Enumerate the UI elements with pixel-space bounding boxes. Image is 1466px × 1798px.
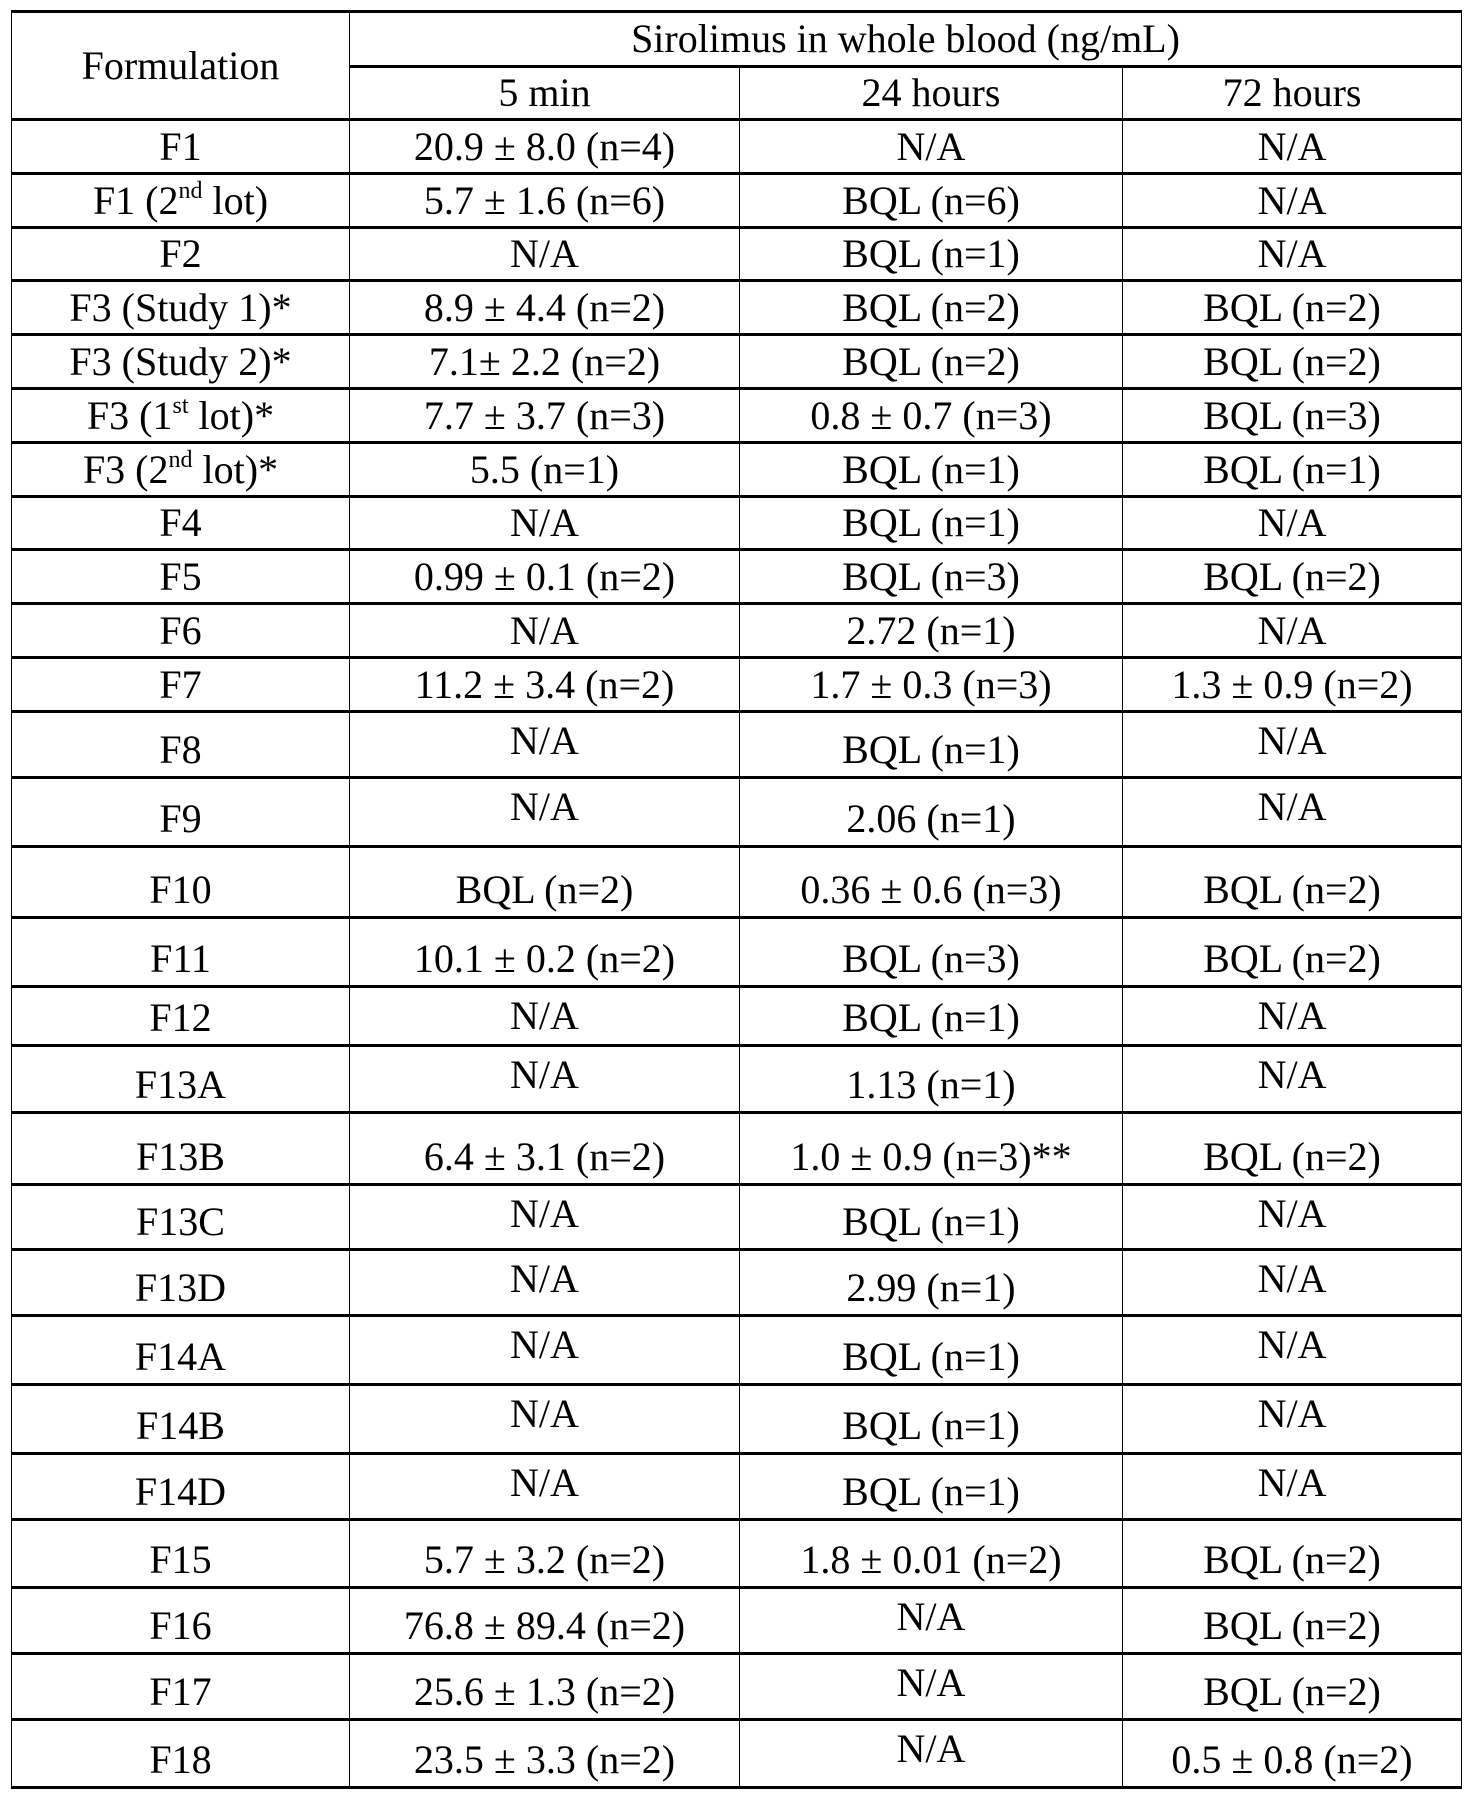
value-72h: BQL (n=2)	[1123, 550, 1462, 604]
formulation-pre: F17	[149, 1669, 211, 1714]
value-72h: N/A	[1123, 120, 1462, 174]
value-5min: N/A	[350, 228, 740, 281]
formulation-pre: F8	[159, 727, 201, 772]
value-24h: BQL (n=6)	[740, 174, 1123, 228]
value-5min: BQL (n=2)	[350, 847, 740, 918]
value-24h: 1.13 (n=1)	[740, 1046, 1123, 1113]
value-24h: 1.8 ± 0.01 (n=2)	[740, 1520, 1123, 1588]
formulation-pre: F13C	[136, 1199, 225, 1244]
table-row	[12, 1588, 1462, 1654]
value-5min: 20.9 ± 8.0 (n=4)	[350, 120, 740, 174]
value-24h: BQL (n=3)	[740, 550, 1123, 604]
formulation-pre: F10	[149, 867, 211, 912]
formulation-pre: F5	[159, 554, 201, 599]
value-24h: 2.06 (n=1)	[740, 778, 1123, 847]
value-72h: N/A	[1123, 604, 1462, 658]
value-5min: 76.8 ± 89.4 (n=2)	[350, 1588, 740, 1654]
value-5min: 7.7 ± 3.7 (n=3)	[350, 389, 740, 443]
table-row	[12, 443, 1462, 497]
value-24h: N/A	[740, 1654, 1123, 1720]
table-row	[12, 1316, 1462, 1385]
formulation-pre: F13B	[136, 1134, 225, 1179]
formulation-cell	[12, 604, 350, 658]
formulation-cell	[12, 1720, 350, 1788]
formulation-pre: F3 (Study 2)*	[69, 339, 291, 384]
value-72h: N/A	[1123, 174, 1462, 228]
formulation-pre: F14A	[135, 1334, 226, 1379]
value-72h: N/A	[1123, 1250, 1462, 1316]
value-72h: BQL (n=2)	[1123, 1113, 1462, 1185]
value-72h: N/A	[1123, 1046, 1462, 1113]
formulation-post: lot)	[203, 178, 269, 223]
header-5min: 5 min	[350, 67, 740, 120]
value-72h: N/A	[1123, 778, 1462, 847]
value-72h: BQL (n=2)	[1123, 847, 1462, 918]
formulation-pre: F3 (Study 1)*	[69, 285, 291, 330]
header-formulation: Formulation	[12, 12, 350, 120]
value-24h: 0.8 ± 0.7 (n=3)	[740, 389, 1123, 443]
formulation-post: lot)*	[193, 447, 279, 492]
formulation-sup: nd	[179, 178, 203, 204]
formulation-cell	[12, 1654, 350, 1720]
formulation-pre: F13A	[135, 1062, 226, 1107]
formulation-pre: F3 (2	[83, 447, 169, 492]
value-24h: N/A	[740, 1588, 1123, 1654]
value-5min: 5.7 ± 1.6 (n=6)	[350, 174, 740, 228]
value-5min: N/A	[350, 1454, 740, 1520]
value-72h: BQL (n=2)	[1123, 1588, 1462, 1654]
formulation-cell	[12, 1250, 350, 1316]
value-24h: 1.0 ± 0.9 (n=3)**	[740, 1113, 1123, 1185]
value-5min: 7.1± 2.2 (n=2)	[350, 335, 740, 389]
value-72h: N/A	[1123, 987, 1462, 1046]
value-5min: 0.99 ± 0.1 (n=2)	[350, 550, 740, 604]
table-row	[12, 550, 1462, 604]
value-72h: N/A	[1123, 1385, 1462, 1454]
table-row	[12, 1720, 1462, 1788]
table-row	[12, 1185, 1462, 1250]
table-row	[12, 335, 1462, 389]
table-row	[12, 987, 1462, 1046]
value-72h: 0.5 ± 0.8 (n=2)	[1123, 1720, 1462, 1788]
formulation-sup: nd	[169, 447, 193, 473]
table-row	[12, 174, 1462, 228]
value-24h: BQL (n=1)	[740, 1454, 1123, 1520]
formulation-pre: F6	[159, 608, 201, 653]
value-24h: 1.7 ± 0.3 (n=3)	[740, 658, 1123, 712]
formulation-cell	[12, 918, 350, 987]
value-5min: N/A	[350, 778, 740, 847]
formulation-cell	[12, 847, 350, 918]
value-24h: 2.72 (n=1)	[740, 604, 1123, 658]
formulation-pre: F14B	[136, 1403, 225, 1448]
value-24h: BQL (n=2)	[740, 281, 1123, 335]
formulation-cell	[12, 1520, 350, 1588]
formulation-cell	[12, 550, 350, 604]
formulation-cell	[12, 1113, 350, 1185]
formulation-cell	[12, 1046, 350, 1113]
table-row	[12, 497, 1462, 550]
value-5min: 5.7 ± 3.2 (n=2)	[350, 1520, 740, 1588]
value-5min: 8.9 ± 4.4 (n=2)	[350, 281, 740, 335]
value-72h: N/A	[1123, 1185, 1462, 1250]
header-group: Sirolimus in whole blood (ng/mL)	[350, 12, 1462, 67]
value-5min: N/A	[350, 1385, 740, 1454]
table-row	[12, 1385, 1462, 1454]
formulation-pre: F16	[149, 1603, 211, 1648]
table-row	[12, 658, 1462, 712]
table-row	[12, 281, 1462, 335]
value-24h: BQL (n=1)	[740, 987, 1123, 1046]
value-72h: BQL (n=2)	[1123, 918, 1462, 987]
formulation-cell	[12, 712, 350, 778]
value-24h: 2.99 (n=1)	[740, 1250, 1123, 1316]
value-72h: N/A	[1123, 228, 1462, 281]
table-row	[12, 1520, 1462, 1588]
value-5min: N/A	[350, 604, 740, 658]
formulation-cell	[12, 281, 350, 335]
value-72h: N/A	[1123, 712, 1462, 778]
value-5min: N/A	[350, 987, 740, 1046]
value-72h: BQL (n=1)	[1123, 443, 1462, 497]
formulation-pre: F13D	[135, 1265, 226, 1310]
formulation-cell	[12, 1185, 350, 1250]
value-5min: 23.5 ± 3.3 (n=2)	[350, 1720, 740, 1788]
table-row	[12, 712, 1462, 778]
value-5min: 5.5 (n=1)	[350, 443, 740, 497]
formulation-cell	[12, 1454, 350, 1520]
formulation-cell	[12, 335, 350, 389]
value-24h: BQL (n=2)	[740, 335, 1123, 389]
value-24h: BQL (n=1)	[740, 443, 1123, 497]
formulation-pre: F1 (2	[93, 178, 179, 223]
formulation-cell	[12, 1316, 350, 1385]
value-5min: N/A	[350, 1316, 740, 1385]
value-72h: BQL (n=3)	[1123, 389, 1462, 443]
table-row	[12, 1250, 1462, 1316]
value-24h: BQL (n=1)	[740, 1385, 1123, 1454]
formulation-cell	[12, 1588, 350, 1654]
formulation-pre: F7	[159, 662, 201, 707]
formulation-pre: F4	[159, 500, 201, 545]
value-72h: BQL (n=2)	[1123, 281, 1462, 335]
value-24h: BQL (n=1)	[740, 712, 1123, 778]
value-5min: N/A	[350, 1250, 740, 1316]
value-72h: 1.3 ± 0.9 (n=2)	[1123, 658, 1462, 712]
value-24h: BQL (n=1)	[740, 228, 1123, 281]
table-row	[12, 228, 1462, 281]
table-row	[12, 389, 1462, 443]
value-24h: BQL (n=1)	[740, 1316, 1123, 1385]
table-row	[12, 1654, 1462, 1720]
value-72h: N/A	[1123, 1454, 1462, 1520]
value-24h: BQL (n=1)	[740, 497, 1123, 550]
value-72h: N/A	[1123, 497, 1462, 550]
table-body	[12, 120, 1462, 1788]
formulation-cell	[12, 1385, 350, 1454]
sirolimus-table	[11, 10, 1462, 1789]
table-row	[12, 1113, 1462, 1185]
formulation-sup: st	[173, 393, 189, 419]
header-24h: 24 hours	[740, 67, 1123, 120]
value-5min: N/A	[350, 712, 740, 778]
formulation-pre: F12	[149, 995, 211, 1040]
formulation-pre: F14D	[135, 1469, 226, 1514]
table-row	[12, 847, 1462, 918]
formulation-pre: F9	[159, 796, 201, 841]
value-5min: N/A	[350, 1046, 740, 1113]
formulation-pre: F3 (1	[87, 393, 173, 438]
value-72h: N/A	[1123, 1316, 1462, 1385]
formulation-cell	[12, 120, 350, 174]
formulation-pre: F18	[149, 1737, 211, 1782]
value-24h: BQL (n=1)	[740, 1185, 1123, 1250]
formulation-cell	[12, 174, 350, 228]
value-72h: BQL (n=2)	[1123, 1654, 1462, 1720]
value-72h: BQL (n=2)	[1123, 1520, 1462, 1588]
formulation-pre: F2	[159, 231, 201, 276]
value-5min: 10.1 ± 0.2 (n=2)	[350, 918, 740, 987]
table-row	[12, 918, 1462, 987]
formulation-pre: F11	[150, 936, 211, 981]
value-24h: 0.36 ± 0.6 (n=3)	[740, 847, 1123, 918]
formulation-pre: F15	[149, 1537, 211, 1582]
value-5min: 11.2 ± 3.4 (n=2)	[350, 658, 740, 712]
formulation-cell	[12, 987, 350, 1046]
table-row	[12, 778, 1462, 847]
formulation-cell	[12, 389, 350, 443]
value-72h: BQL (n=2)	[1123, 335, 1462, 389]
value-5min: 25.6 ± 1.3 (n=2)	[350, 1654, 740, 1720]
formulation-cell	[12, 228, 350, 281]
value-24h: BQL (n=3)	[740, 918, 1123, 987]
table-row	[12, 120, 1462, 174]
formulation-pre: F1	[159, 124, 201, 169]
value-24h: N/A	[740, 1720, 1123, 1788]
table-row	[12, 1046, 1462, 1113]
formulation-cell	[12, 658, 350, 712]
formulation-cell	[12, 497, 350, 550]
header-72h: 72 hours	[1123, 67, 1462, 120]
formulation-cell	[12, 778, 350, 847]
value-24h: N/A	[740, 120, 1123, 174]
table-row	[12, 1454, 1462, 1520]
formulation-cell	[12, 443, 350, 497]
value-5min: 6.4 ± 3.1 (n=2)	[350, 1113, 740, 1185]
value-5min: N/A	[350, 497, 740, 550]
table-row	[12, 604, 1462, 658]
formulation-post: lot)*	[189, 393, 275, 438]
value-5min: N/A	[350, 1185, 740, 1250]
